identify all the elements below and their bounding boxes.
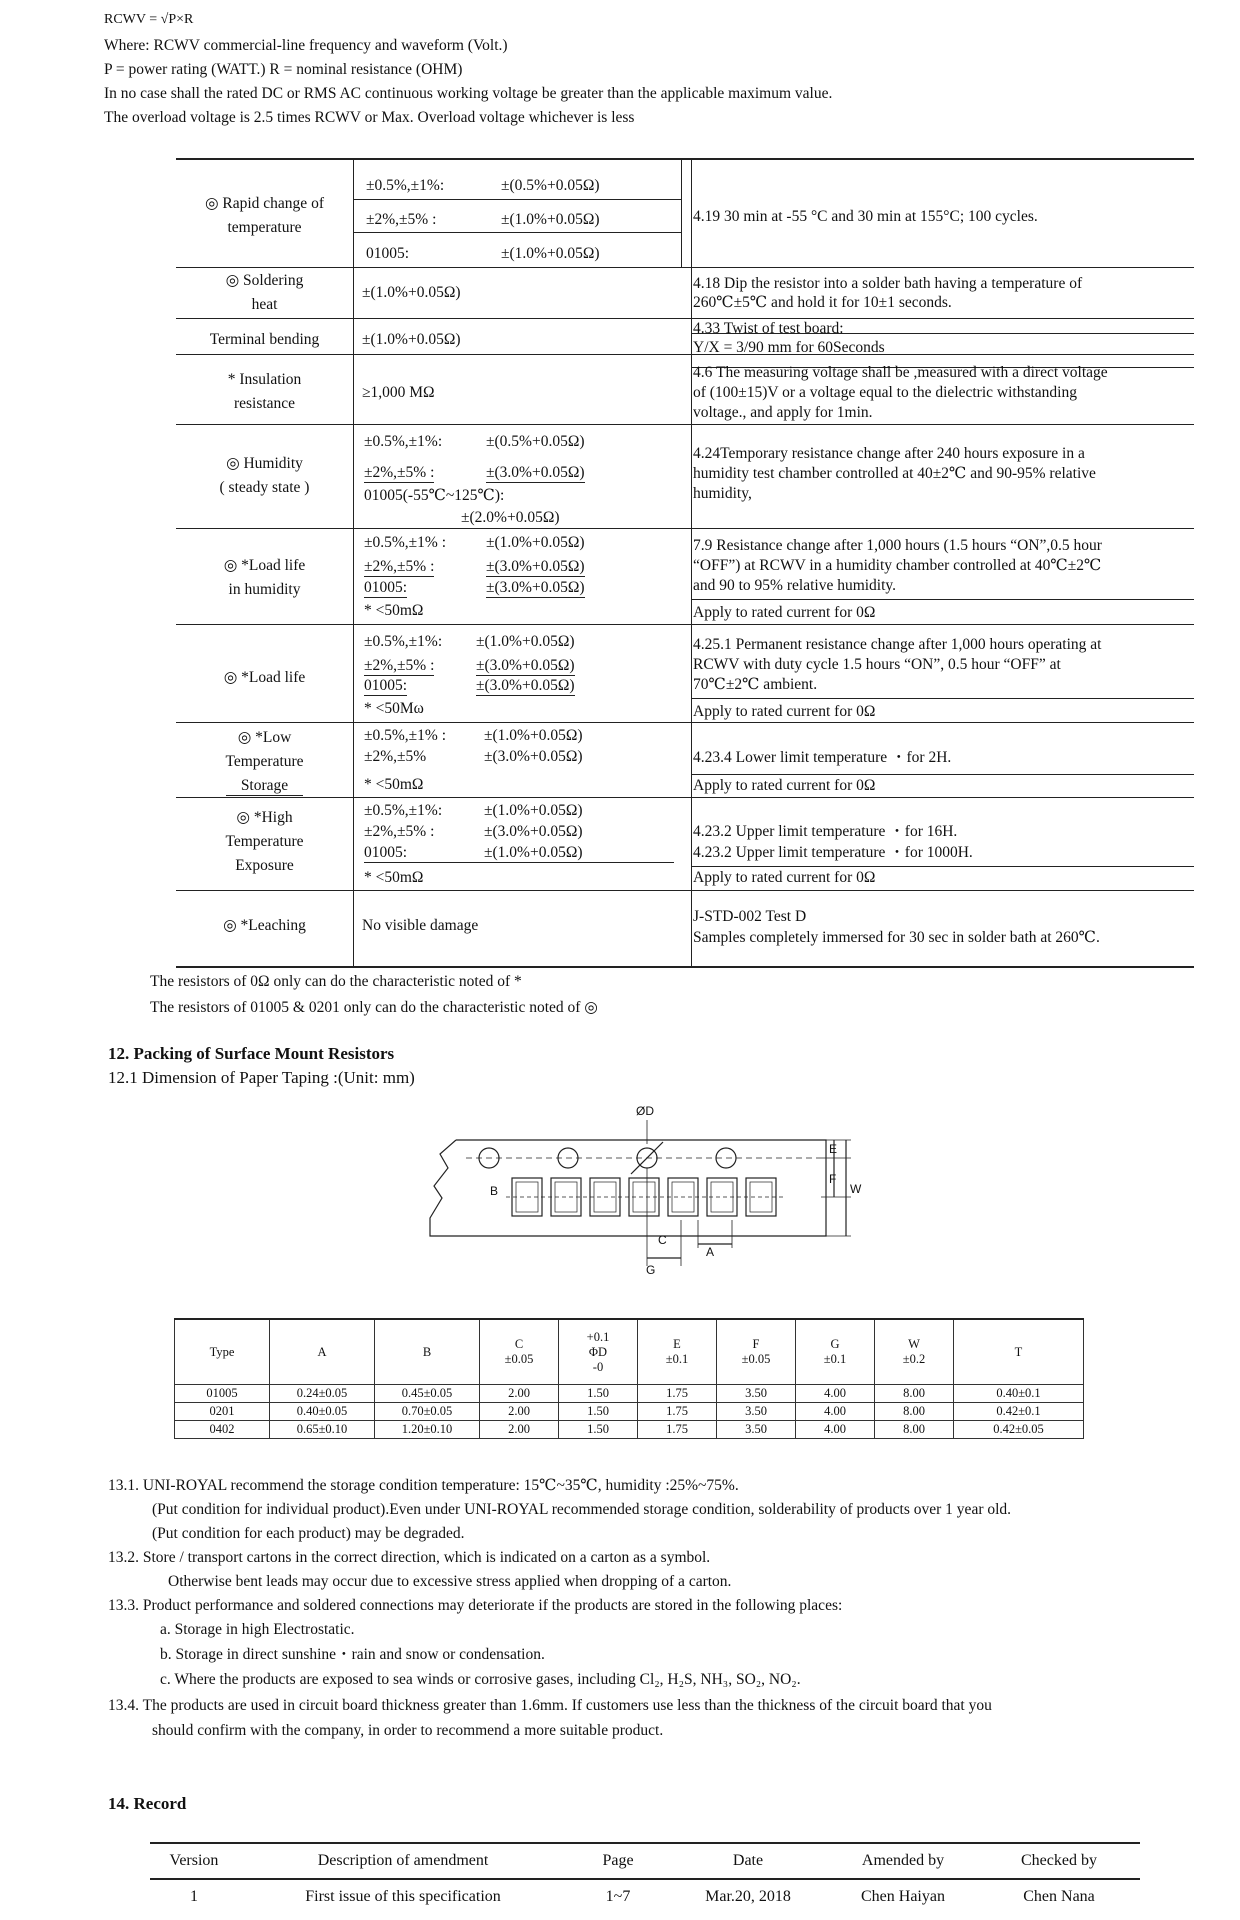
spec-value: ±(3.0%+0.05Ω)	[484, 823, 583, 840]
test-condition: 4.18 Dip the resistor into a solder bath having a temperature of	[693, 275, 1083, 292]
test-condition: 4.19 30 min at -55 °C and 30 min at 155°C; 100 cycles.	[693, 208, 1038, 225]
note: The resistors of 01005 & 0201 only can do the characteristic noted of ◎	[150, 999, 598, 1016]
spec-value: ±(0.5%+0.05Ω)	[501, 177, 600, 194]
spec-value: ±(1.0%+0.05Ω)	[486, 534, 585, 551]
header-line: In no case shall the rated DC or RMS AC continuous working voltage be greater than the applicable maximum value.	[104, 85, 833, 102]
test-item-high-temp: Exposure	[235, 857, 294, 874]
spec-value: ±(3.0%+0.05Ω)	[486, 464, 585, 481]
test-condition: voltage., and apply for 1min.	[693, 404, 873, 421]
diagram-label-a: A	[706, 1245, 715, 1259]
spec-label: 01005:	[364, 579, 408, 596]
spec-value: ≥1,000 MΩ	[362, 384, 435, 401]
col-d: +0.1 ΦD -0	[559, 1319, 638, 1385]
test-item-bending: Terminal bending	[209, 331, 320, 348]
spec-value: ±(1.0%+0.05Ω)	[484, 844, 583, 861]
test-condition: 4.23.2 Upper limit temperature ・for 16H.	[693, 823, 958, 840]
diagram-label-g: G	[646, 1263, 656, 1277]
spec-label: * <50mΩ	[364, 602, 424, 619]
test-condition: 4.23.2 Upper limit temperature ・for 1000H.	[693, 844, 973, 861]
spec-value: ±(3.0%+0.05Ω)	[486, 579, 585, 596]
test-item-humidity: ( steady state )	[219, 479, 310, 496]
tape-dimension-table	[174, 1318, 1084, 1439]
test-condition: 4.33 Twist of test board:	[693, 320, 844, 337]
test-condition-apply: Apply to rated current for 0Ω	[693, 869, 876, 886]
spec-value: ±(3.0%+0.05Ω)	[486, 558, 585, 575]
col-description: Description of amendment	[238, 1843, 568, 1879]
test-item-load-life: ◎ *Load life	[223, 669, 306, 686]
spec-value: ±(1.0%+0.05Ω)	[484, 802, 583, 819]
col-e: E ±0.1	[638, 1319, 717, 1385]
storage-line: b. Storage in direct sunshine・rain and snow or condensation.	[160, 1646, 545, 1663]
spec-label: * <50mΩ	[364, 869, 424, 886]
col-a: A	[270, 1319, 375, 1385]
test-condition: Samples completely immersed for 30 sec in solder bath at 260℃.	[693, 929, 1100, 946]
spec-value: ±(1.0%+0.05Ω)	[362, 331, 461, 348]
spec-value: No visible damage	[362, 917, 479, 934]
table-row: 0402 0.65±0.10 1.20±0.10 2.00 1.50 1.75 3.50 4.00 8.00 0.42±0.05	[175, 1421, 1084, 1439]
test-item-high-temp: Temperature	[225, 833, 304, 850]
col-type: Type	[175, 1319, 270, 1385]
header-line: The overload voltage is 2.5 times RCWV or Max. Overload voltage whichever is less	[104, 109, 635, 126]
test-condition: and 90 to 95% relative humidity.	[693, 577, 897, 594]
spec-label: ±2%,±5% :	[366, 211, 437, 228]
storage-line: Otherwise bent leads may occur due to excessive stress applied when dropping of a carton.	[168, 1573, 732, 1590]
note: The resistors of 0Ω only can do the characteristic noted of *	[150, 973, 522, 990]
section-subtitle: 12.1 Dimension of Paper Taping :(Unit: mm)	[108, 1068, 415, 1087]
storage-line: 13.3. Product performance and soldered connections may deteriorate if the products are stored in the following places:	[108, 1597, 843, 1614]
spec-label: 01005(-55℃~125℃):	[364, 487, 505, 504]
record-table	[150, 1842, 1140, 1914]
test-item-low-temp: Temperature	[225, 753, 304, 770]
test-item-solder: heat	[251, 296, 278, 313]
spec-label: 01005:	[364, 677, 408, 694]
test-item-low-temp: Storage	[226, 776, 303, 796]
col-w: W ±0.2	[875, 1319, 954, 1385]
spec-label: 01005:	[366, 245, 410, 262]
section-title-packing: 12. Packing of Surface Mount Resistors	[108, 1044, 395, 1063]
test-condition: humidity,	[693, 485, 752, 502]
spec-label: ±2%,±5%	[364, 748, 427, 765]
test-item-insulation: resistance	[233, 395, 296, 412]
spec-label: ±0.5%,±1%:	[366, 177, 445, 194]
spec-value: ±(1.0%+0.05Ω)	[362, 284, 461, 301]
storage-line: c. Where the products are exposed to sea winds or corrosive gases, including Cl₂, H₂S, NH₃, SO₂, NO₂.	[160, 1671, 801, 1688]
test-condition: 4.6 The measuring voltage shall be ,measured with a direct voltage	[693, 364, 1108, 381]
diagram-label-b: B	[490, 1184, 499, 1198]
test-condition: 4.25.1 Permanent resistance change after 1,000 hours operating at	[693, 636, 1102, 653]
storage-line: 13.2. Store / transport cartons in the correct direction, which is indicated on a carton as a symbol.	[108, 1549, 711, 1566]
test-condition-apply: Apply to rated current for 0Ω	[693, 604, 876, 621]
test-condition: humidity test chamber controlled at 40±2℃ and 90-95% relative	[693, 465, 1096, 482]
storage-line: 13.4. The products are used in circuit board thickness greater than 1.6mm. If customers use less than the thickness of the circuit board that you	[108, 1697, 992, 1714]
test-item-insulation: * Insulation	[227, 371, 302, 388]
diagram-label-od: ØD	[636, 1104, 654, 1118]
section-title-record: 14. Record	[108, 1794, 187, 1813]
diagram-label-w: W	[850, 1182, 862, 1196]
spec-label: ±0.5%,±1%:	[364, 633, 443, 650]
test-item-rapid: temperature	[227, 219, 302, 236]
storage-line: a. Storage in high Electrostatic.	[160, 1621, 355, 1638]
spec-value: ±(1.0%+0.05Ω)	[501, 245, 600, 262]
spec-value: ±(2.0%+0.05Ω)	[461, 509, 560, 526]
test-condition-apply: Apply to rated current for 0Ω	[693, 703, 876, 720]
test-condition: 7.9 Resistance change after 1,000 hours (1.5 hours “ON”,0.5 hour	[693, 537, 1102, 554]
spec-label: 01005:	[364, 843, 674, 863]
spec-value: ±(3.0%+0.05Ω)	[476, 657, 575, 674]
spec-label: * <50Mω	[364, 700, 424, 717]
spec-value: ±(3.0%+0.05Ω)	[476, 677, 575, 694]
col-date: Date	[668, 1843, 828, 1879]
col-c: C ±0.05	[480, 1319, 559, 1385]
test-item-load-humidity: ◎ *Load life	[223, 557, 306, 574]
col-checked-by: Checked by	[978, 1843, 1140, 1879]
storage-line: 13.1. UNI-ROYAL recommend the storage condition temperature: 15℃~35℃, humidity :25%~75%.	[108, 1477, 739, 1494]
test-condition: “OFF”) at RCWV in a humidity chamber controlled at 40℃±2℃	[693, 557, 1102, 574]
spec-label: ±2%,±5% :	[364, 464, 435, 481]
spec-label: ±0.5%,±1%:	[364, 802, 443, 819]
spec-value: ±(1.0%+0.05Ω)	[484, 727, 583, 744]
diagram-label-f: F	[829, 1172, 837, 1186]
test-condition: 4.23.4 Lower limit temperature ・for 2H.	[693, 749, 952, 766]
test-condition-apply: Apply to rated current for 0Ω	[693, 777, 876, 794]
test-item-load-humidity: in humidity	[228, 581, 301, 598]
header-line: P = power rating (WATT.) R = nominal resistance (OHM)	[104, 61, 463, 78]
spec-value: ±(1.0%+0.05Ω)	[501, 211, 600, 228]
spec-label: ±0.5%,±1% :	[364, 727, 447, 744]
test-item-solder: ◎ Soldering	[225, 272, 304, 289]
spec-value: ±(0.5%+0.05Ω)	[486, 433, 585, 450]
diagram-label-e: E	[829, 1142, 838, 1156]
storage-line: (Put condition for each product) may be degraded.	[152, 1525, 465, 1542]
test-condition: J-STD-002 Test D	[693, 908, 807, 925]
table-row: 0201 0.40±0.05 0.70±0.05 2.00 1.50 1.75 3.50 4.00 8.00 0.42±0.1	[175, 1403, 1084, 1421]
spec-value: ±(3.0%+0.05Ω)	[484, 748, 583, 765]
paper-taping-diagram	[426, 1098, 866, 1278]
test-item-high-temp: ◎ *High	[236, 809, 293, 826]
test-condition: RCWV with duty cycle 1.5 hours “ON”, 0.5 hour “OFF” at	[693, 656, 1061, 673]
col-amended-by: Amended by	[828, 1843, 978, 1879]
test-item-low-temp: ◎ *Low	[237, 729, 292, 746]
spec-label: ±0.5%,±1%:	[364, 433, 443, 450]
col-version: Version	[150, 1843, 238, 1879]
spec-label: ±2%,±5% :	[364, 558, 435, 575]
spec-label: ±2%,±5% :	[364, 657, 435, 674]
test-item-humidity: ◎ Humidity	[226, 455, 303, 472]
spec-value: ±(1.0%+0.05Ω)	[476, 633, 575, 650]
test-item-leaching: ◎ *Leaching	[223, 917, 306, 934]
diagram-label-c: C	[658, 1233, 667, 1247]
test-item-rapid: ◎ Rapid change of	[205, 195, 324, 212]
test-condition: of (100±15)V or a voltage equal to the dielectric withstanding	[693, 384, 1077, 401]
test-condition: 70℃±2℃ ambient.	[693, 676, 818, 693]
storage-line: (Put condition for individual product).Even under UNI-ROYAL recommended storage condition, solderability of products over 1 year old.	[152, 1501, 1012, 1518]
col-g: G ±0.1	[796, 1319, 875, 1385]
test-condition: 260℃±5℃ and hold it for 10±1 seconds.	[693, 294, 952, 311]
table-row: 01005 0.24±0.05 0.45±0.05 2.00 1.50 1.75 3.50 4.00 8.00 0.40±0.1	[175, 1385, 1084, 1403]
col-page: Page	[568, 1843, 668, 1879]
col-t: T	[954, 1319, 1084, 1385]
spec-label: ±2%,±5% :	[364, 823, 435, 840]
col-b: B	[375, 1319, 480, 1385]
rcwv-formula: RCWV = √P×R	[104, 12, 194, 27]
spec-label: ±0.5%,±1% :	[364, 534, 447, 551]
header-line: Where: RCWV commercial-line frequency and waveform (Volt.)	[104, 37, 508, 54]
col-f: F ±0.05	[717, 1319, 796, 1385]
spec-label: * <50mΩ	[364, 776, 424, 793]
test-condition: 4.24Temporary resistance change after 240 hours exposure in a	[693, 445, 1085, 462]
storage-line: should confirm with the company, in order to recommend a more suitable product.	[152, 1722, 664, 1739]
test-condition: Y/X = 3/90 mm for 60Seconds	[693, 339, 885, 356]
table-row: 1 First issue of this specification 1~7 Mar.20, 2018 Chen Haiyan Chen Nana	[190, 1888, 1095, 1905]
